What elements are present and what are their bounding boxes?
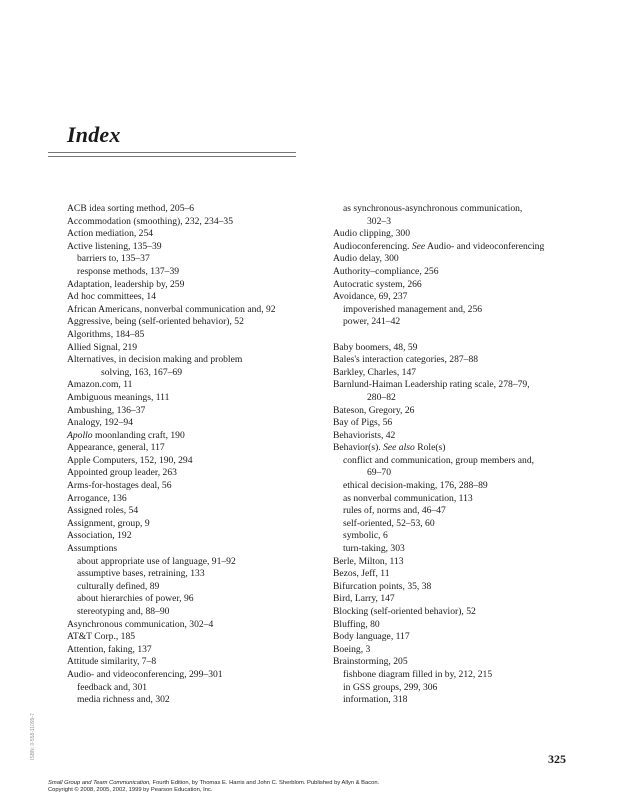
index-entry: Ad hoc committees, 14 [67,291,156,303]
index-entry: Assumptions [67,543,118,555]
index-entry: Analogy, 192–94 [67,417,133,429]
index-entry: Apple Computers, 152, 190, 294 [67,454,193,466]
index-entry: Association, 192 [67,530,132,542]
index-entry: Bateson, Gregory, 26 [333,404,415,416]
index-entry: Action mediation, 254 [67,228,154,240]
index-entry: Apollo moonlanding craft, 190 [67,429,185,441]
index-entry: Bluffing, 80 [333,618,380,630]
index-entry: Avoidance, 69, 237 [333,291,408,303]
footer-book-title: Small Group and Team Communication, [48,780,151,786]
title-rule-top [48,152,296,153]
index-subentry: culturally defined, 89 [77,580,160,592]
index-subentry: fishbone diagram filled in by, 212, 215 [343,668,493,680]
index-entry: Assignment, group, 9 [67,517,150,529]
index-entry: Accommodation (smoothing), 232, 234–35 [67,215,234,227]
index-entry: Behaviorists, 42 [333,429,396,441]
index-entry: Asynchronous communication, 302–4 [67,618,214,630]
index-entry: AT&T Corp., 185 [67,631,136,643]
index-entry: Audio delay, 300 [333,253,399,265]
index-entry: Behavior(s). See also Role(s) [333,442,446,454]
index-subentry: solving, 163, 167–69 [101,366,183,378]
index-subentry: 280–82 [367,391,396,403]
index-entry: Aggressive, being (self-oriented behavior), 52 [67,316,244,328]
index-subentry: assumptive bases, retraining, 133 [77,568,205,580]
index-entry: Audio- and videoconferencing, 299–301 [67,668,223,680]
footer-line1: Fourth Edition, by Thomas E. Harris and John C. Sherblom. Published by Allyn & Bacon. [150,780,380,786]
index-subentry: information, 318 [343,694,408,706]
index-entry: Berle, Milton, 113 [333,555,404,567]
index-entry: Appearance, general, 117 [67,442,165,454]
page-number: 325 [548,752,566,766]
index-entry: Ambushing, 136–37 [67,404,146,416]
index-entry: Amazon.com, 11 [67,379,133,391]
index-entry: Attitude similarity, 7–8 [67,656,157,668]
index-subentry: barriers to, 135–37 [77,253,150,265]
index-subentry: power, 241–42 [343,316,401,328]
index-subentry: symbolic, 6 [343,530,388,542]
index-subentry: as nonverbal communication, 113 [343,492,473,504]
index-subentry: about appropriate use of language, 91–92 [77,555,236,567]
index-entry: Ambiguous meanings, 111 [67,391,170,403]
index-entry: Audioconferencing. See Audio- and videoconferencing [333,240,545,252]
index-entry: Alternatives, in decision making and problem [67,354,243,366]
section-gap [333,329,583,342]
index-subentry: turn-taking, 303 [343,543,405,555]
index-subentry: ethical decision-making, 176, 288–89 [343,480,488,492]
index-subentry: response methods, 137–39 [77,265,180,277]
index-entry: Algorithms, 184–85 [67,328,145,340]
copyright-footer [48,780,379,794]
index-entry: African Americans, nonverbal communication and, 92 [67,303,276,315]
index-entry: Audio clipping, 300 [333,228,411,240]
index-subentry: about hierarchies of power, 96 [77,593,194,605]
index-entry: Bay of Pigs, 56 [333,417,393,429]
index-entry: Brainstorming, 205 [333,656,408,668]
index-entry: Authority–compliance, 256 [333,265,439,277]
index-subentry: media richness and, 302 [77,694,170,706]
index-subentry: stereotyping and, 88–90 [77,606,170,617]
index-subentry: 302–3 [367,215,391,227]
index-entry: Blocking (self-oriented behavior), 52 [333,606,476,617]
index-entry: Active listening, 135–39 [67,240,162,252]
index-entry: Baby boomers, 48, 59 [333,341,418,353]
index-entry: Autocratic system, 266 [333,278,422,290]
index-entry: Bezos, Jeff, 11 [333,568,390,580]
index-subentry: feedback and, 301 [77,681,148,693]
index-subentry: conflict and communication, group members and, [343,454,535,466]
index-subentry: self-oriented, 52–53, 60 [343,517,435,529]
index-entry: Assigned roles, 54 [67,505,139,517]
page-title: Index [67,122,121,147]
isbn-watermark: ISBN: 0-558-11099-7 [30,713,36,760]
index-subentry: impoverished management and, 256 [343,303,483,315]
index-subentry: in GSS groups, 299, 306 [343,681,438,693]
index-entry: Attention, faking, 137 [67,643,152,655]
index-entry: Arms-for-hostages deal, 56 [67,480,172,492]
title-rule-bottom [48,156,296,157]
index-entry: Barkley, Charles, 147 [333,366,417,378]
index-column-left [67,203,317,707]
index-entry: Bird, Larry, 147 [333,593,395,605]
index-subentry: as synchronous-asynchronous communication, [343,203,523,214]
index-subentry: rules of, norms and, 46–47 [343,505,446,517]
index-entry: Body language, 117 [333,631,410,643]
index-entry: Barnlund-Haiman Leadership rating scale, 278–79, [333,379,530,391]
index-entry: Appointed group leader, 263 [67,467,177,479]
index-entry: Bifurcation points, 35, 38 [333,580,432,592]
index-column-right [333,203,583,707]
footer-line2: Copyright © 2008, 2005, 2002, 1999 by Pearson Education, Inc. [48,787,213,794]
index-entry: Boeing, 3 [333,643,371,655]
index-entry: Bales's interaction categories, 287–88 [333,354,479,366]
index-subentry: 69–70 [367,467,391,479]
index-entry: Arrogance, 136 [67,492,127,504]
index-entry: Allied Signal, 219 [67,341,138,353]
index-entry: Adaptation, leadership by, 259 [67,278,185,290]
index-entry: ACB idea sorting method, 205–6 [67,203,195,214]
